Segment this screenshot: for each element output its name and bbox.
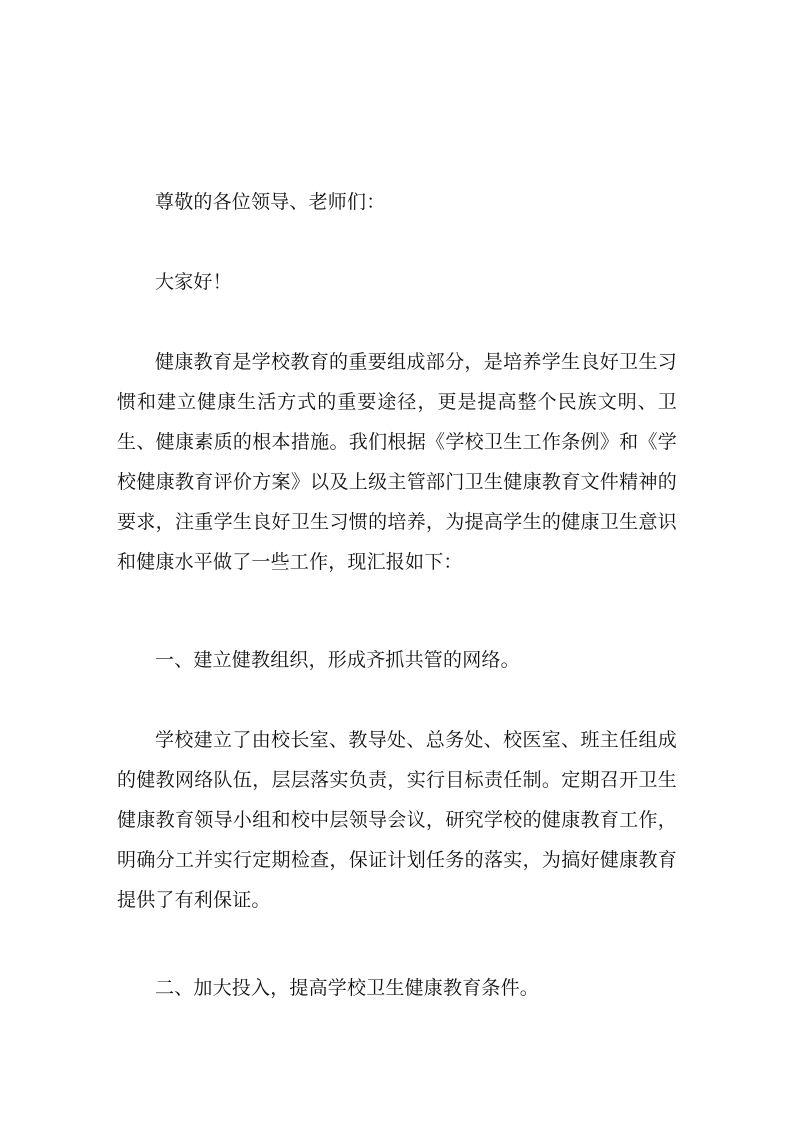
section-1-paragraph: 学校建立了由校长室、教导处、总务处、校医室、班主任组成的健教网络队伍，层层落实负责，实行目标责任制。定期召开卫生健康教育领导小组和校中层领导会议，研究学校的健康教育工作，明确分工并实行定期检查，保证计划任务的落实，为搞好健康教育提供了有利保证。 [117,729,677,911]
intro-paragraph: 健康教育是学校教育的重要组成部分，是培养学生良好卫生习惯和建立健康生活方式的重要途径，更是提高整个民族文明、卫生、健康素质的根本措施。我们根据《学校卫生工作条例》和《学校健康教育评价方案》以及上级主管部门卫生健康教育文件精神的要求，注重学生良好卫生习惯的培养，为提高学生的健康卫生意识和健康水平做了一些工作，现汇报如下： [117,351,677,573]
salutation: 尊敬的各位领导、老师们： [155,191,386,213]
section-heading-1: 一、建立健教组织，形成齐抓共管的网络。 [155,649,520,671]
greeting: 大家好！ [155,271,232,293]
section-heading-2: 二、加大投入，提高学校卫生健康教育条件。 [155,977,540,999]
